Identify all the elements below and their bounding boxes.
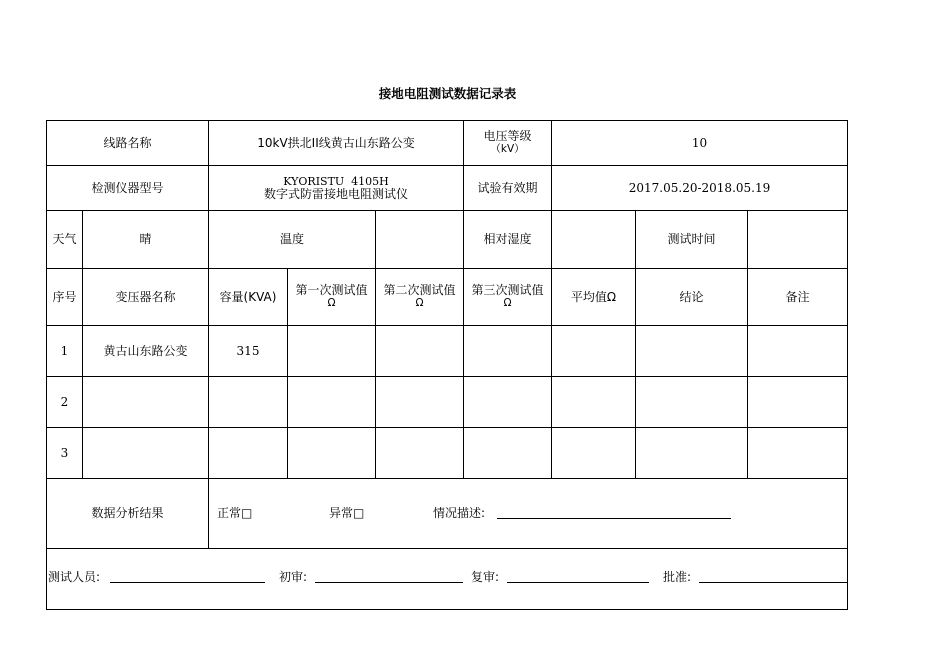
first-review-line[interactable]: [315, 570, 463, 583]
voltage-label: [464, 121, 552, 166]
row-conclusion: [636, 377, 748, 428]
humidity-label: 相对湿度: [464, 211, 552, 269]
voltage-label-line1: 电压等级: [483, 129, 532, 143]
row-conclusion: [636, 326, 748, 377]
weather-value: 晴: [83, 211, 209, 269]
row-capacity: [209, 428, 288, 479]
row-test1: [288, 428, 376, 479]
record-table: [46, 120, 848, 610]
normal-checkbox[interactable]: 正常□: [217, 506, 253, 520]
analysis-row: [47, 479, 848, 549]
valid-label: 试验有效期: [464, 166, 552, 211]
line-name-value: 10kV拱北II线黄古山东路公变: [209, 121, 464, 166]
second-review-line[interactable]: [507, 570, 649, 583]
header-conclusion: 结论: [636, 269, 748, 326]
row-average: [552, 428, 636, 479]
test-time-value: [748, 211, 848, 269]
header-capacity: 容量(KVA): [209, 269, 288, 326]
instrument-description: 数字式防雷接地电阻测试仪: [263, 187, 408, 201]
info-row-line: [47, 121, 848, 166]
header-test3: [464, 269, 552, 326]
header-test3-text: 第三次测试值: [471, 283, 544, 297]
header-test1: [288, 269, 376, 326]
row-test3: [464, 428, 552, 479]
row-conclusion: [636, 428, 748, 479]
row-test2: [376, 428, 464, 479]
test-time-label: 测试时间: [636, 211, 748, 269]
approval-label: 批准:: [663, 570, 692, 584]
weather-label: 天气: [47, 211, 83, 269]
row-test2: [376, 377, 464, 428]
table-row: [47, 326, 848, 377]
row-remarks: [748, 326, 848, 377]
row-transformer: [83, 377, 209, 428]
row-test2: [376, 326, 464, 377]
voltage-label-line2: （kV）: [490, 143, 525, 155]
header-test1-text: 第一次测试值: [295, 283, 368, 297]
row-average: [552, 326, 636, 377]
approval-line[interactable]: [699, 570, 847, 583]
row-test1: [288, 377, 376, 428]
row-remarks: [748, 377, 848, 428]
humidity-value: [552, 211, 636, 269]
instrument-model: KYORISTU 4105H: [283, 175, 389, 188]
header-row: [47, 269, 848, 326]
signature-content: [47, 549, 848, 610]
instrument-label: 检测仪器型号: [47, 166, 209, 211]
header-test2: [376, 269, 464, 326]
row-test1: [288, 326, 376, 377]
row-capacity: [209, 377, 288, 428]
row-transformer: [83, 428, 209, 479]
analysis-content: [209, 479, 848, 549]
table-row: [47, 428, 848, 479]
row-average: [552, 377, 636, 428]
info-row-instrument: [47, 166, 848, 211]
header-average: 平均值Ω: [552, 269, 636, 326]
row-transformer: 黄古山东路公变: [83, 326, 209, 377]
instrument-value: [209, 166, 464, 211]
line-name-label: 线路名称: [47, 121, 209, 166]
temperature-label: 温度: [209, 211, 376, 269]
tester-line[interactable]: [110, 570, 265, 583]
row-seq: 3: [47, 428, 83, 479]
second-review-label: 复审:: [471, 570, 500, 584]
description-line[interactable]: [497, 506, 731, 519]
row-test3: [464, 326, 552, 377]
row-test3: [464, 377, 552, 428]
header-transformer: 变压器名称: [83, 269, 209, 326]
row-seq: 2: [47, 377, 83, 428]
page-title: 接地电阻测试数据记录表: [378, 86, 517, 101]
description-label: 情况描述:: [433, 506, 486, 520]
header-seq: 序号: [47, 269, 83, 326]
first-review-label: 初审:: [279, 570, 308, 584]
table-row: [47, 377, 848, 428]
row-capacity: 315: [209, 326, 288, 377]
row-remarks: [748, 428, 848, 479]
temperature-value: [376, 211, 464, 269]
header-test3-unit: Ω: [503, 297, 512, 309]
analysis-label: 数据分析结果: [47, 479, 209, 549]
row-seq: 1: [47, 326, 83, 377]
signature-row: [47, 549, 848, 610]
header-remarks: 备注: [748, 269, 848, 326]
tester-label: 测试人员:: [48, 570, 101, 584]
conditions-row: [47, 211, 848, 269]
voltage-value: 10: [552, 121, 848, 166]
abnormal-checkbox[interactable]: 异常□: [329, 506, 365, 520]
header-test1-unit: Ω: [327, 297, 336, 309]
valid-value: 2017.05.20-2018.05.19: [552, 166, 848, 211]
header-test2-text: 第二次测试值: [383, 283, 456, 297]
header-test2-unit: Ω: [415, 297, 424, 309]
